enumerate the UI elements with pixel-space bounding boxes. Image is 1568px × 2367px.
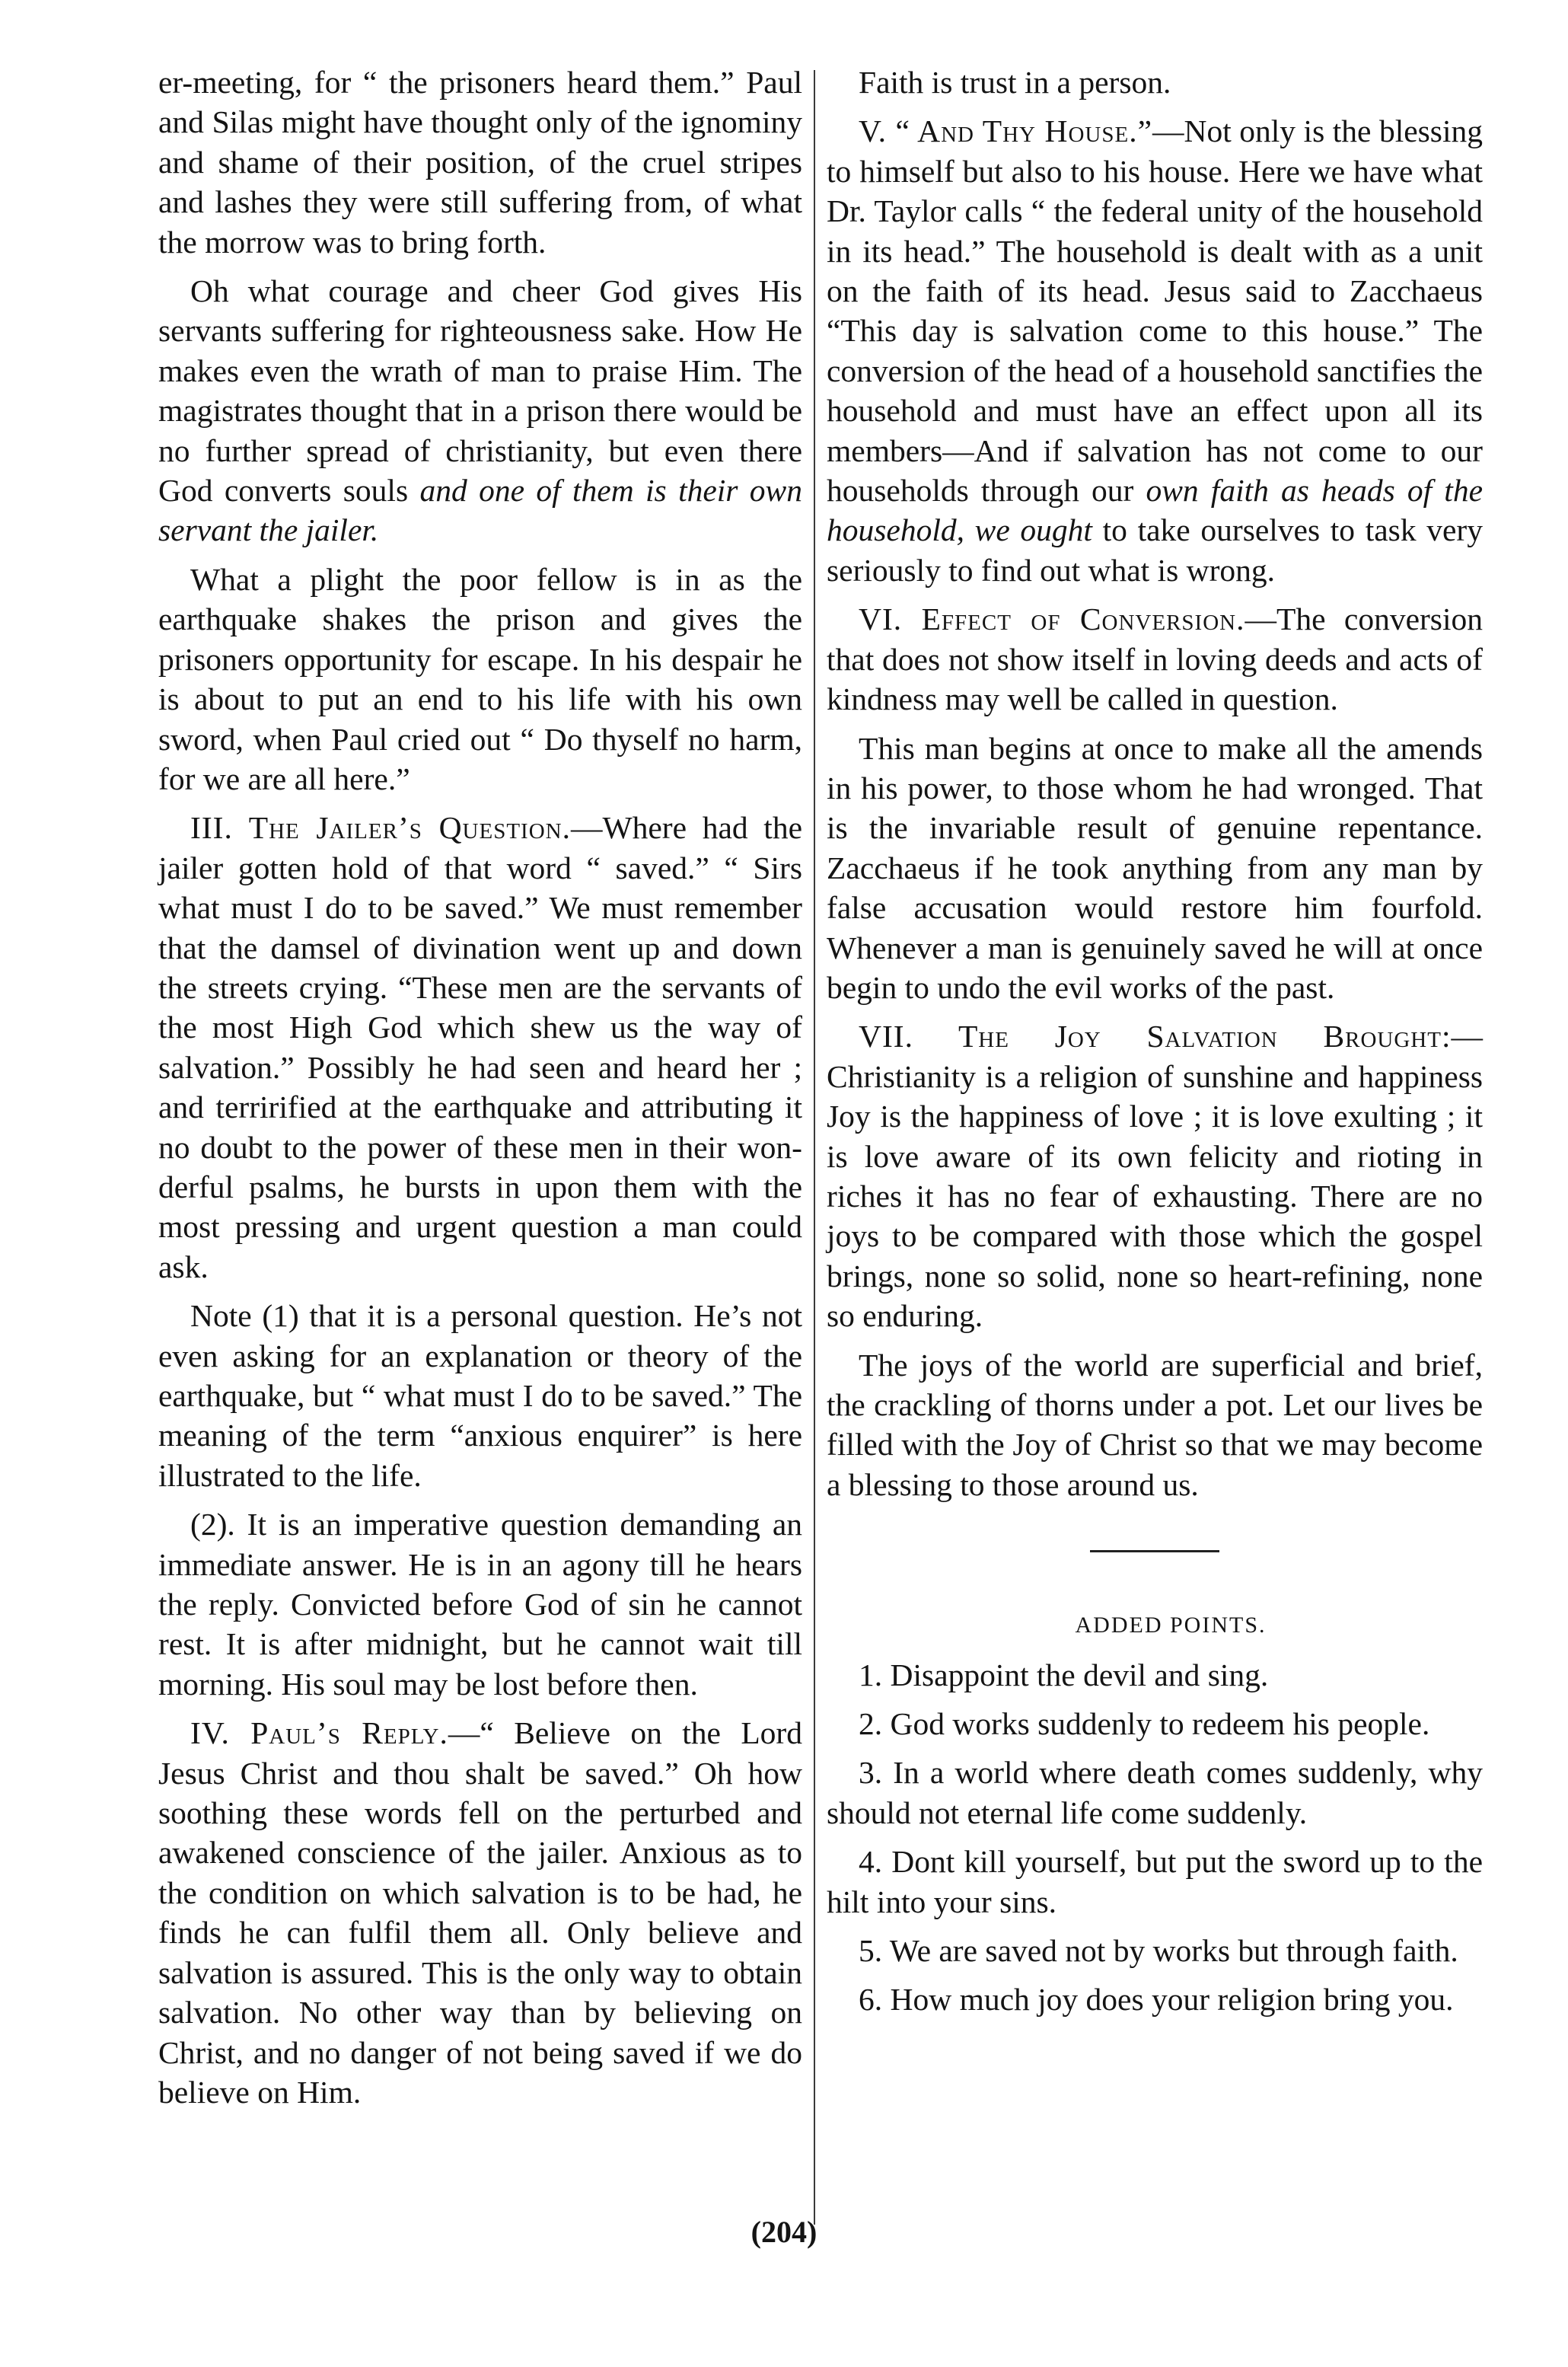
column-divider [814,70,815,2225]
paragraph: er-meeting, for “ the prisoners heard them.” Paul and Silas might have thought only of the ignominy and shame of their position, of the cruel stripes and lashes they were still suffering from, of what the morrow was to bring forth. [158,65,802,260]
paragraph [827,599,1483,719]
list-item: 4. Dont kill yourself, but put the sword up to the hilt into your sins. [827,1844,1483,1919]
list-item: 2. God works suddenly to redeem his people. [859,1706,1430,1742]
paragraph: Note (1) that it is a personal question. He’s not even asking for an explanation or theory of the earthquake, but “ what must I do to be saved.” The meaning of the term “anxious enquirer” is here illustrated to the life. [158,1298,802,1493]
paragraph-text: —Where had the jailer gotten hold of that word “ saved.” “ Sirs what must I do to be saved.” We must remember that the damsel of divination went up and down the streets crying. “These men are the servants of the most High God which shew us the way of salvation.” Possibly he had seen and heard her ; and terrirified at the earthquake and attributing it no doubt to the power of these men in their wonderful psalms, he bursts in upon them with the most pressing and urgent question a man could ask. [158,810,803,1284]
list-item: 5. We are saved not by works but through faith. [859,1933,1458,1969]
italic-text: and one of them is their own servant the jailer. [158,473,802,548]
paragraph [158,271,802,550]
page-number: (204) [751,2215,817,2249]
paragraph: Faith is trust in a person. [859,65,1171,100]
section-rule [1090,1550,1219,1552]
paragraph: This man begins at once to make all the amends in his power, to those whom he had wronged. That is the invariable result of genuine repentance. Zacchaeus if he took anything from any man by false accusation would restore him fourfold. Whenever a man is genuinely saved he will at once begin to undo the evil works of the past. [827,730,1483,1005]
paragraph-text: — Christianity is a religion of sunshine and happiness Joy is the happiness of love ; it is love exulting ; it is love aware of its own felicity and rioting in riches it has no fear of exhausting. There are no joys to be compared with those which the gospel brings, none so solid, none so heart-refining, none so enduring. [827,1019,1483,1334]
section-heading-vii: VII. The Joy Salvation Brought: [859,1019,1452,1054]
paragraph-text: —The conversion that does not show itself in loving deeds and acts of kindness may well be called in question. [827,601,1483,717]
paragraph [158,1713,802,2112]
paragraph [158,808,802,1287]
paragraph-text: Oh what courage and cheer God gives His servants suffering for righteousness sake. How He makes even the wrath of man to praise Him. The magistrates thought that in a prison there would be no further spread of christianity, but even there God converts souls [158,273,802,509]
paragraph-text: to take ourselves to task very seriously to find out what is wrong. [827,512,1483,588]
paragraph [827,1016,1483,1335]
section-heading-iv: IV. Paul’s Reply. [190,1715,448,1751]
left-column [158,62,802,2121]
list-item: 6. How much joy does your religion bring you. [859,1982,1454,2018]
section-heading-vi: VI. Effect of Conversion. [859,601,1245,637]
section-heading-v: V. “ And Thy House.” [859,113,1152,149]
right-column [827,62,1483,2029]
list-item: 1. Disappoint the devil and sing. [859,1657,1269,1692]
paragraph-text: —“ Believe on the Lord Jesus Christ and thou shalt be saved.” Oh how soothing these words fell on the perturbed and awakened conscience of the jailer. Anxious as to the condition on which salvation is to be had, he finds he can fulfil them all. Only believe and salvation is assured. This is the only way to obtain salvation. No other way than by believing on Christ, and no danger of not being saved if we do believe on Him. [158,1715,802,2110]
paragraph: What a plight the poor fellow is in as the earthquake shakes the prison and gives the prisoners opportunity for escape. In his despair he is about to put an end to his life with his own sword, when Paul cried out “ Do thyself no harm, for we are all here.” [158,561,802,796]
paragraph: The joys of the world are superficial and brief, the crackling of thorns under a pot. Let our lives be filled with the Joy of Christ so that we may become a blessing to those around us. [827,1347,1483,1502]
list-item: 3. In a world where death comes suddenly, why should not eternal life come suddenly. [827,1755,1483,1830]
paragraph [827,111,1483,590]
section-heading-iii: III. The Jailer’s Question. [190,810,571,846]
paragraph-text: —Not only is the blessing to himself but also to his house. Here we have what Dr. Taylor calls “ the federal unity of the household in its head.” The household is dealt with as a unit on the faith of its head. Jesus said to Zacchaeus “This day is salvation come to this house.” The conversion of the head of a household sanctifies the household and must have an effect upon all its members—And if salvation has not come to our households through our [827,113,1483,509]
italic-text: own faith as heads of the household, we ought [827,473,1483,548]
added-points-heading: ADDED POINTS. [1075,1613,1267,1638]
paragraph: (2). It is an imperative question demanding an immediate answer. He is in an agony till he hears the reply. Convicted before God of sin he cannot rest. It is after midnight, but he cannot wait till morning. His soul may be lost before then. [158,1507,802,1702]
